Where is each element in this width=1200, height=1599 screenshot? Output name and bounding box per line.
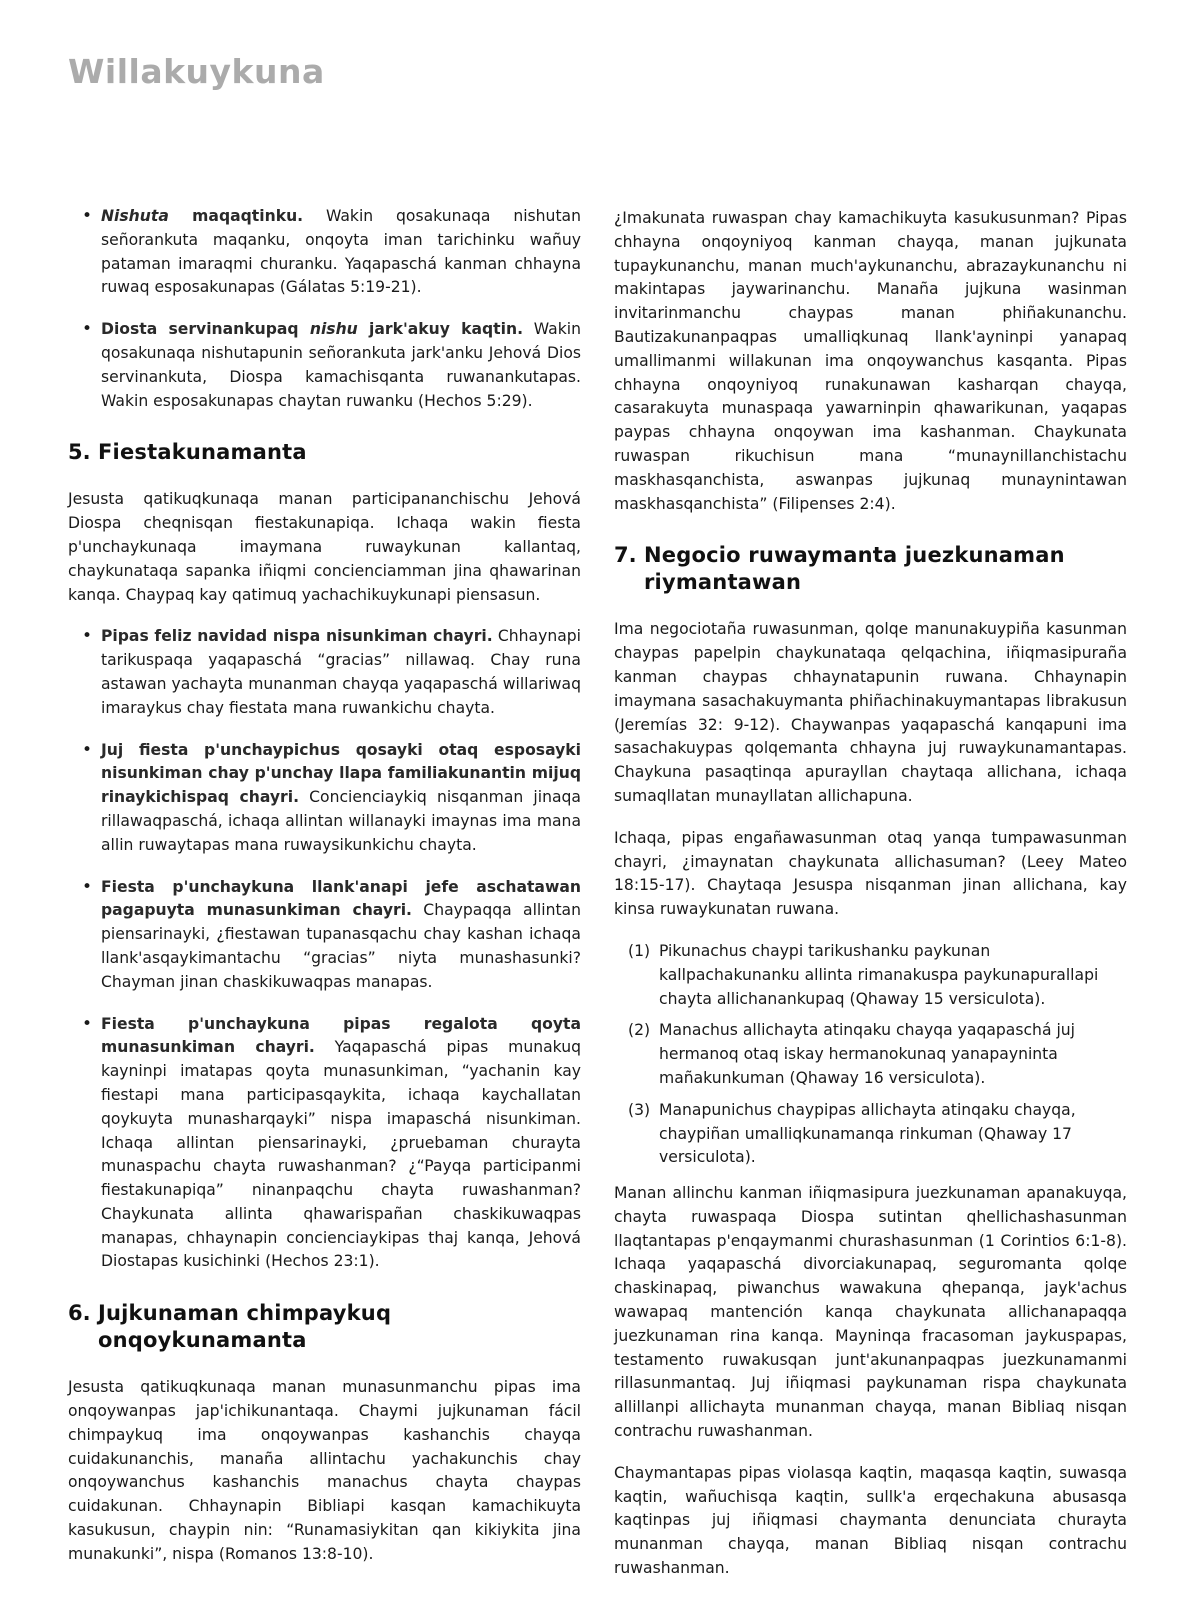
step-number: (1) <box>628 941 651 960</box>
list-item <box>614 1019 1127 1090</box>
section7-paragraph-3: Manan allinchu kanman iñiqmasipura juezkunaman apanakuyqa, chayta ruwaspaqa Diospa sutintan qhellichashasunman llaqtantapas p'enqaymanmi churashasunman (1 Corintios 6:1-8). Ichaqa yaqapaschá divorciakunapaq, seguromanta qolqe chaskinapaq, piwanchus wawakuna qhepanqa, jayk'achus wawapaq mantención kanqa chaykunata allichanapaqqa juezkunaman rina kanqa. Mayninqa fracasoman jaykuspapas, testamento ruwakusqan junt'akunanpaqpas juezkunamanmi rillasunmantaq. Juj iñiqmasi paykunaman rispa chaykunata allillanpi allichayta munanman chayqa, manan Bibliaq nisqan contrachu ruwashanman. <box>614 1184 1127 1441</box>
bullet-lead: Fiesta p'unchaykuna pipas regalota qoyta munasunkiman chayri. <box>101 1014 581 1057</box>
section5-paragraph: Jesusta qatikuqkunaqa manan participananchischu Jehová Diospa cheqnisqan fiestakunapiqa. Ichaqa wakin fiesta p'unchaykunaqa imaymana ruwaykunan kallantaq, chaykunataqa sapanka iñiqmi concienciamman jina qhawarinan kanqa. Chaypaq kay qatimuq yachachikuykunapi piensasun. <box>68 490 581 604</box>
list-item <box>614 1099 1127 1170</box>
section5-bullet-list <box>68 625 581 1274</box>
steps-list <box>614 940 1127 1170</box>
bullet-text: Wakin qosakunaqa nishutapunin señorankuta jark'anku Jehová Dios servinankuta, Diospa kamachisqanta ruwanankutapas. Wakin esposakunapas chaytan ruwanku (Hechos 5:29). <box>101 320 581 410</box>
running-head: Willakuykuna <box>68 52 325 91</box>
step-text: Pikunachus chaypi tarikushanku paykunan kallpachakunanku allinta rimanakuspa paykunapurallapi chayta allichanankupaq (Qhaway 15 versiculota). <box>659 941 1099 1008</box>
section-title: Fiestakunamanta <box>98 440 307 465</box>
bullet-text: Concienciaykiq nisqanman jinaqa rillawaqpaschá, ichaqa allintan willanayki imaynas ima mana allin ruwaytapas mana ruwaysikunkichu chayta. <box>101 788 581 854</box>
list-item <box>68 205 581 300</box>
section7-paragraph-1: Ima negociotaña ruwasunman, qolqe manunakuypiña kasunman chaypas papelpin chaykunataqa qelqachina, iñiqmasipuraña kanman chaypas chhaynatapunin ruwana. Chhaynapin imaymana sasachakuymanta phiñachinakuymantapas librakusun (Jeremías 32: 9-12). Chaywanpas yaqapaschá kanqapuni ima sasachakuypas qolqemanta chhayna juj ruwaykunamantapas. Chaykuna pasaqtinqa apurayllan chaytaqa allichana, ichaqa sumaqllatan munayllatan allichapuna. <box>614 620 1127 805</box>
step-text: Manapunichus chaypipas allichayta atinqaku chayqa, chaypiñan umalliqkunamanqa rinkuman (Qhaway 17 versiculota). <box>659 1100 1076 1167</box>
list-item <box>614 940 1127 1011</box>
bullet-text: Wakin qosakunaqa nishutan señorankuta maqanku, onqoyta iman tarichinku wañuy pataman imaraqmi churanku. Yaqapaschá kanman chhayna ruwaq esposakunapas (Gálatas 5:19-21). <box>101 207 581 297</box>
intro-bullet-list <box>68 205 581 413</box>
section-heading-7 <box>614 542 1127 596</box>
left-column <box>68 205 581 1585</box>
section6-continued-paragraph: ¿Imakunata ruwaspan chay kamachikuyta kasukusunman? Pipas chhayna onqoyniyoq kanman chayqa, manan jujkunata tupaykunanchu, manan much'aykunanchu, abrazaykunanchu ni makintapas jaywarinanchu. Manaña jujkuna wasinman invitarinmanchu chaypas manan phiñakunanchu. Bautizakunanpaqpas umalliqkunaq llank'ayninpi yanapaq umallimanmi willakunan ima onqoywanchus kasqanta. Pipas chhayna onqoyniyoq runakunawan kasharqan chayqa, casarakuyta munaspaqa yawarninpin qhawarikunan, yaqapas paypas chhayna onqoywan ima kashanman. Chaykunata ruwaspan rikuchisun mana “munaynillanchistachu maskhasqanchista, aswanpas jujkunaq munaynintawan maskhasqanchista” (Filipenses 2:4). <box>614 209 1127 513</box>
step-text: Manachus allichayta atinqaku chayqa yaqapaschá juj hermanoq otaq iskay hermanokunaq yanapayninta mañakunkuman (Qhaway 16 versiculota). <box>659 1021 1076 1087</box>
list-item <box>68 739 581 858</box>
section6-paragraph: Jesusta qatikuqkunaqa manan munasunmanchu pipas ima onqoywanpas jap'ichikunantaqa. Chaymi jujkunaman fácil chimpaykuq ima onqoywanpas kashanchis chayqa cuidakunanchis, manaña allintachu yachakunchis chay onqoywanchus kashanchis manachus chayta chaypas cuidakunan. Chhaynapin Bibliapi kasqan kamachikuyta kasukusun, chaypin nin: “Runamasiykitan qan kikiykita jina munakunki”, nispa (Romanos 13:8-10). <box>68 1378 581 1563</box>
step-number: (3) <box>628 1100 651 1119</box>
bullet-lead: Fiesta p'unchaykuna llank'anapi jefe aschatawan pagapuyta munasunkiman chayri. <box>101 877 581 920</box>
bullet-lead: Juj fiesta p'unchaypichus qosayki otaq esposayki nisunkiman chay p'unchay llapa familiakunantin mijuq rinaykichispaq chayri. <box>101 740 581 807</box>
right-column <box>614 207 1127 1599</box>
list-item <box>68 318 581 413</box>
bullet-text: Yaqapaschá pipas munakuq kayninpi imatapas qoyta munasunkiman, “yachanin kay fiestapi mana participasqaykita, ichaqa kaychallatan qoykuyta munasharqayki” nispa imapaschá nisunkiman. Ichaqa allintan piensarinayki, ¿pruebaman churayta munaspachu chayta ruwashanman? ¿“Payqa participanmi fiestakunapiqa” ninanpaqchu chayta ruwashanman? Chaykunata allinta qhawarispañan chaskikuwaqpas manapas, chhaynapin concienciaykipas thaj kanqa, Jehová Diostapas kusichinki (Hechos 23:1). <box>101 1038 581 1271</box>
section7-paragraph-2: Ichaqa, pipas engañawasunman otaq yanqa tumpawasunman chayri, ¿imaynatan chaykunata allichasuman? (Leey Mateo 18:15-17). Chaytaqa Jesuspa nisqanman jinan allichana, kay kinsa ruwaykunatan ruwana. <box>614 828 1127 919</box>
bullet-lead: Pipas feliz navidad nispa nisunkiman chayri. <box>101 627 493 646</box>
section-title: Negocio ruwaymanta juezkunaman riymantawan <box>644 543 1065 595</box>
section-number: 5. <box>68 440 91 465</box>
section-heading-6 <box>68 1300 581 1354</box>
list-item <box>68 1013 581 1275</box>
bullet-lead: Diosta servinankupaq nishu jark'akuy kaqtin. <box>101 320 523 339</box>
section-number: 7. <box>614 543 637 568</box>
step-number: (2) <box>628 1021 651 1040</box>
section-number: 6. <box>68 1301 91 1326</box>
list-item <box>68 876 581 995</box>
emphasis: nishu <box>309 320 358 339</box>
list-item <box>68 625 581 720</box>
section-heading-5 <box>68 439 581 466</box>
bullet-lead: Nishuta maqaqtinku. <box>101 207 304 225</box>
section7-paragraph-4: Chaymantapas pipas violasqa kaqtin, maqasqa kaqtin, suwasqa kaqtin, wañuchisqa kaqtin, sullk'a erqechakuna abusasqa kaqtinpas juj iñiqmasi chaymanta denunciata churayta munanman chayqa, manan Bibliaq nisqan contrachu ruwashanman. <box>614 1463 1127 1578</box>
bullet-text: Chhaynapi tarikuspaqa yaqapaschá “gracias” nillawaq. Chay runa astawan yachayta munanman chayqa yaqapaschá willariwaq imaraykus chay fiestata mana ruwankichu chayta. <box>101 627 582 717</box>
emphasis: Nishuta <box>101 207 169 225</box>
bullet-text: Chaypaqqa allintan piensarinayki, ¿fiestawan tupanasqachu chay kashan ichaqa llank'asqaykimantachu “gracias” niyta munashasunki? Chayman jinan chaskikuwaqpas manapas. <box>101 901 581 991</box>
section-title: Jujkunaman chimpaykuq onqoykunamanta <box>98 1301 392 1353</box>
